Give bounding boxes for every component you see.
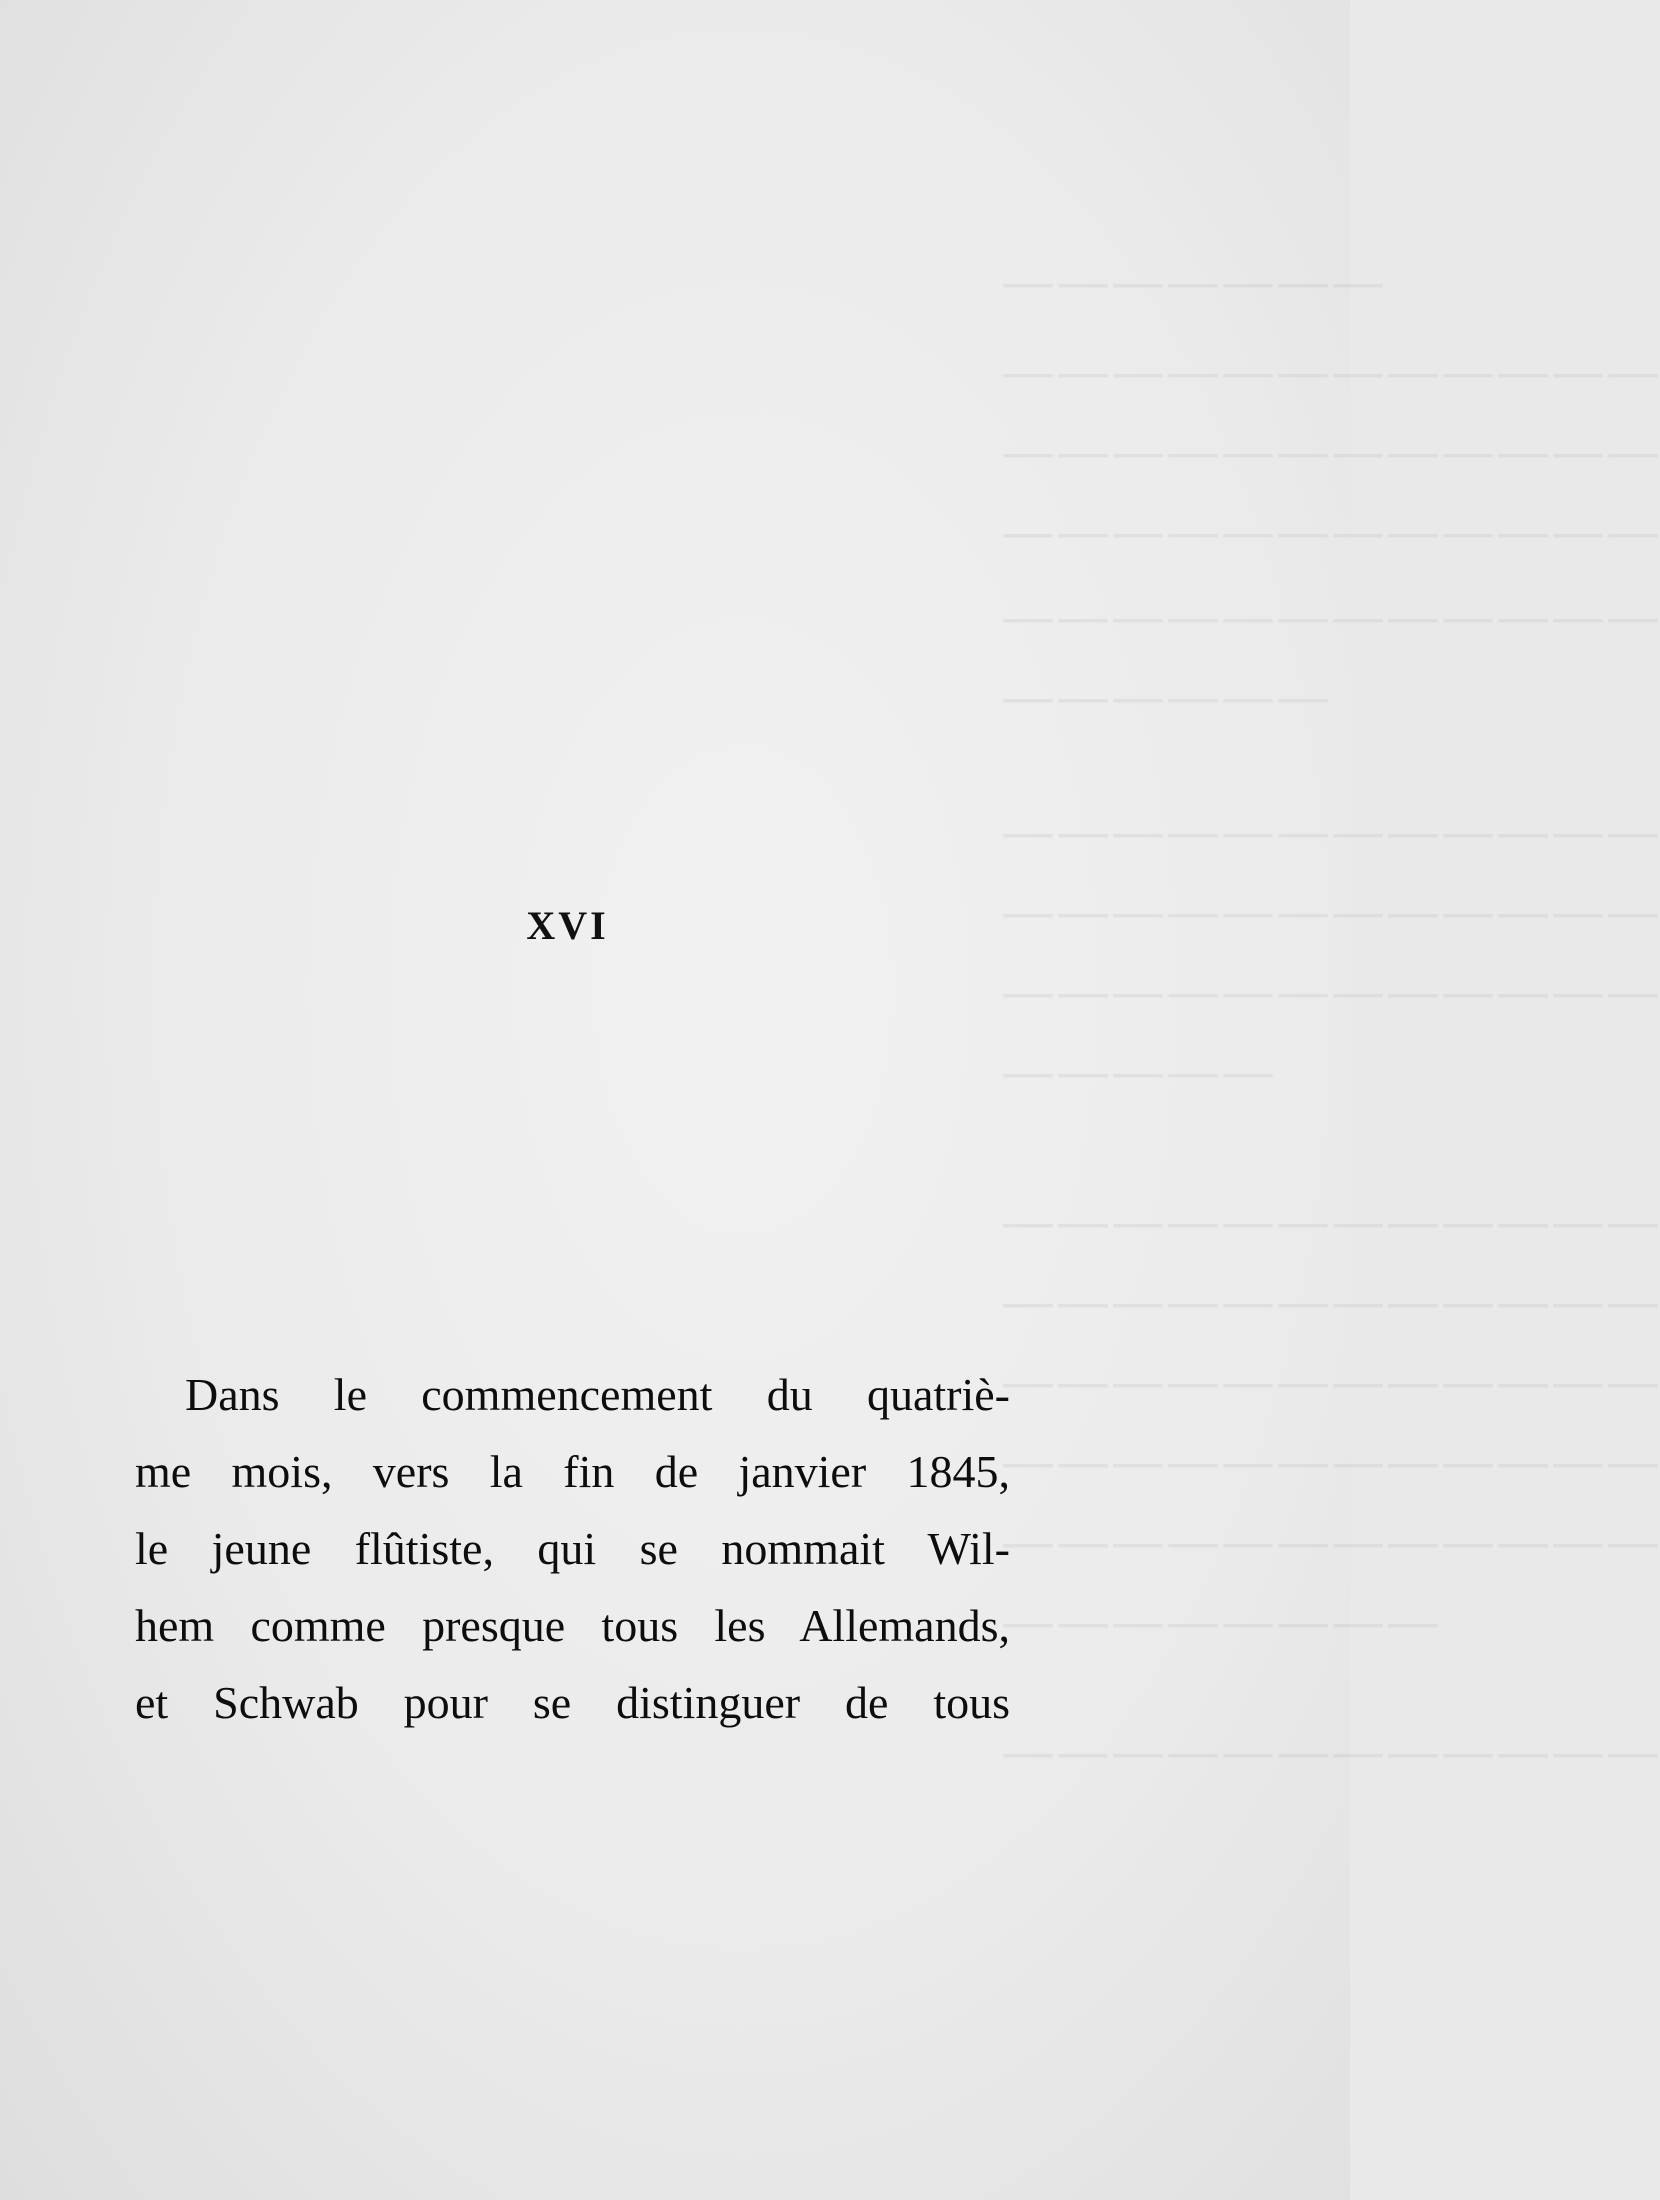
text-line: hem comme presque tous les Allemands, (135, 1600, 1010, 1651)
chapter-heading: XVI (526, 903, 609, 948)
body-paragraph (135, 1356, 1010, 1741)
text-line: Dans le commencement du quatriè- (185, 1369, 1010, 1420)
text-line: me mois, vers la fin de janvier 1845, (135, 1446, 1010, 1497)
text-line: le jeune flûtiste, qui se nommait Wil- (135, 1523, 1010, 1574)
text-line: et Schwab pour se distinguer de tous (135, 1677, 1010, 1728)
bleed-through-text: ——————— ———————————— ———————————— ———————————— ———————————— —————— ———————————— ———————————— ———————————— ————— ———————————— ———————————— ———————————— ———————————— ———————————— ———————— ———————————— (1000, 250, 1660, 1783)
